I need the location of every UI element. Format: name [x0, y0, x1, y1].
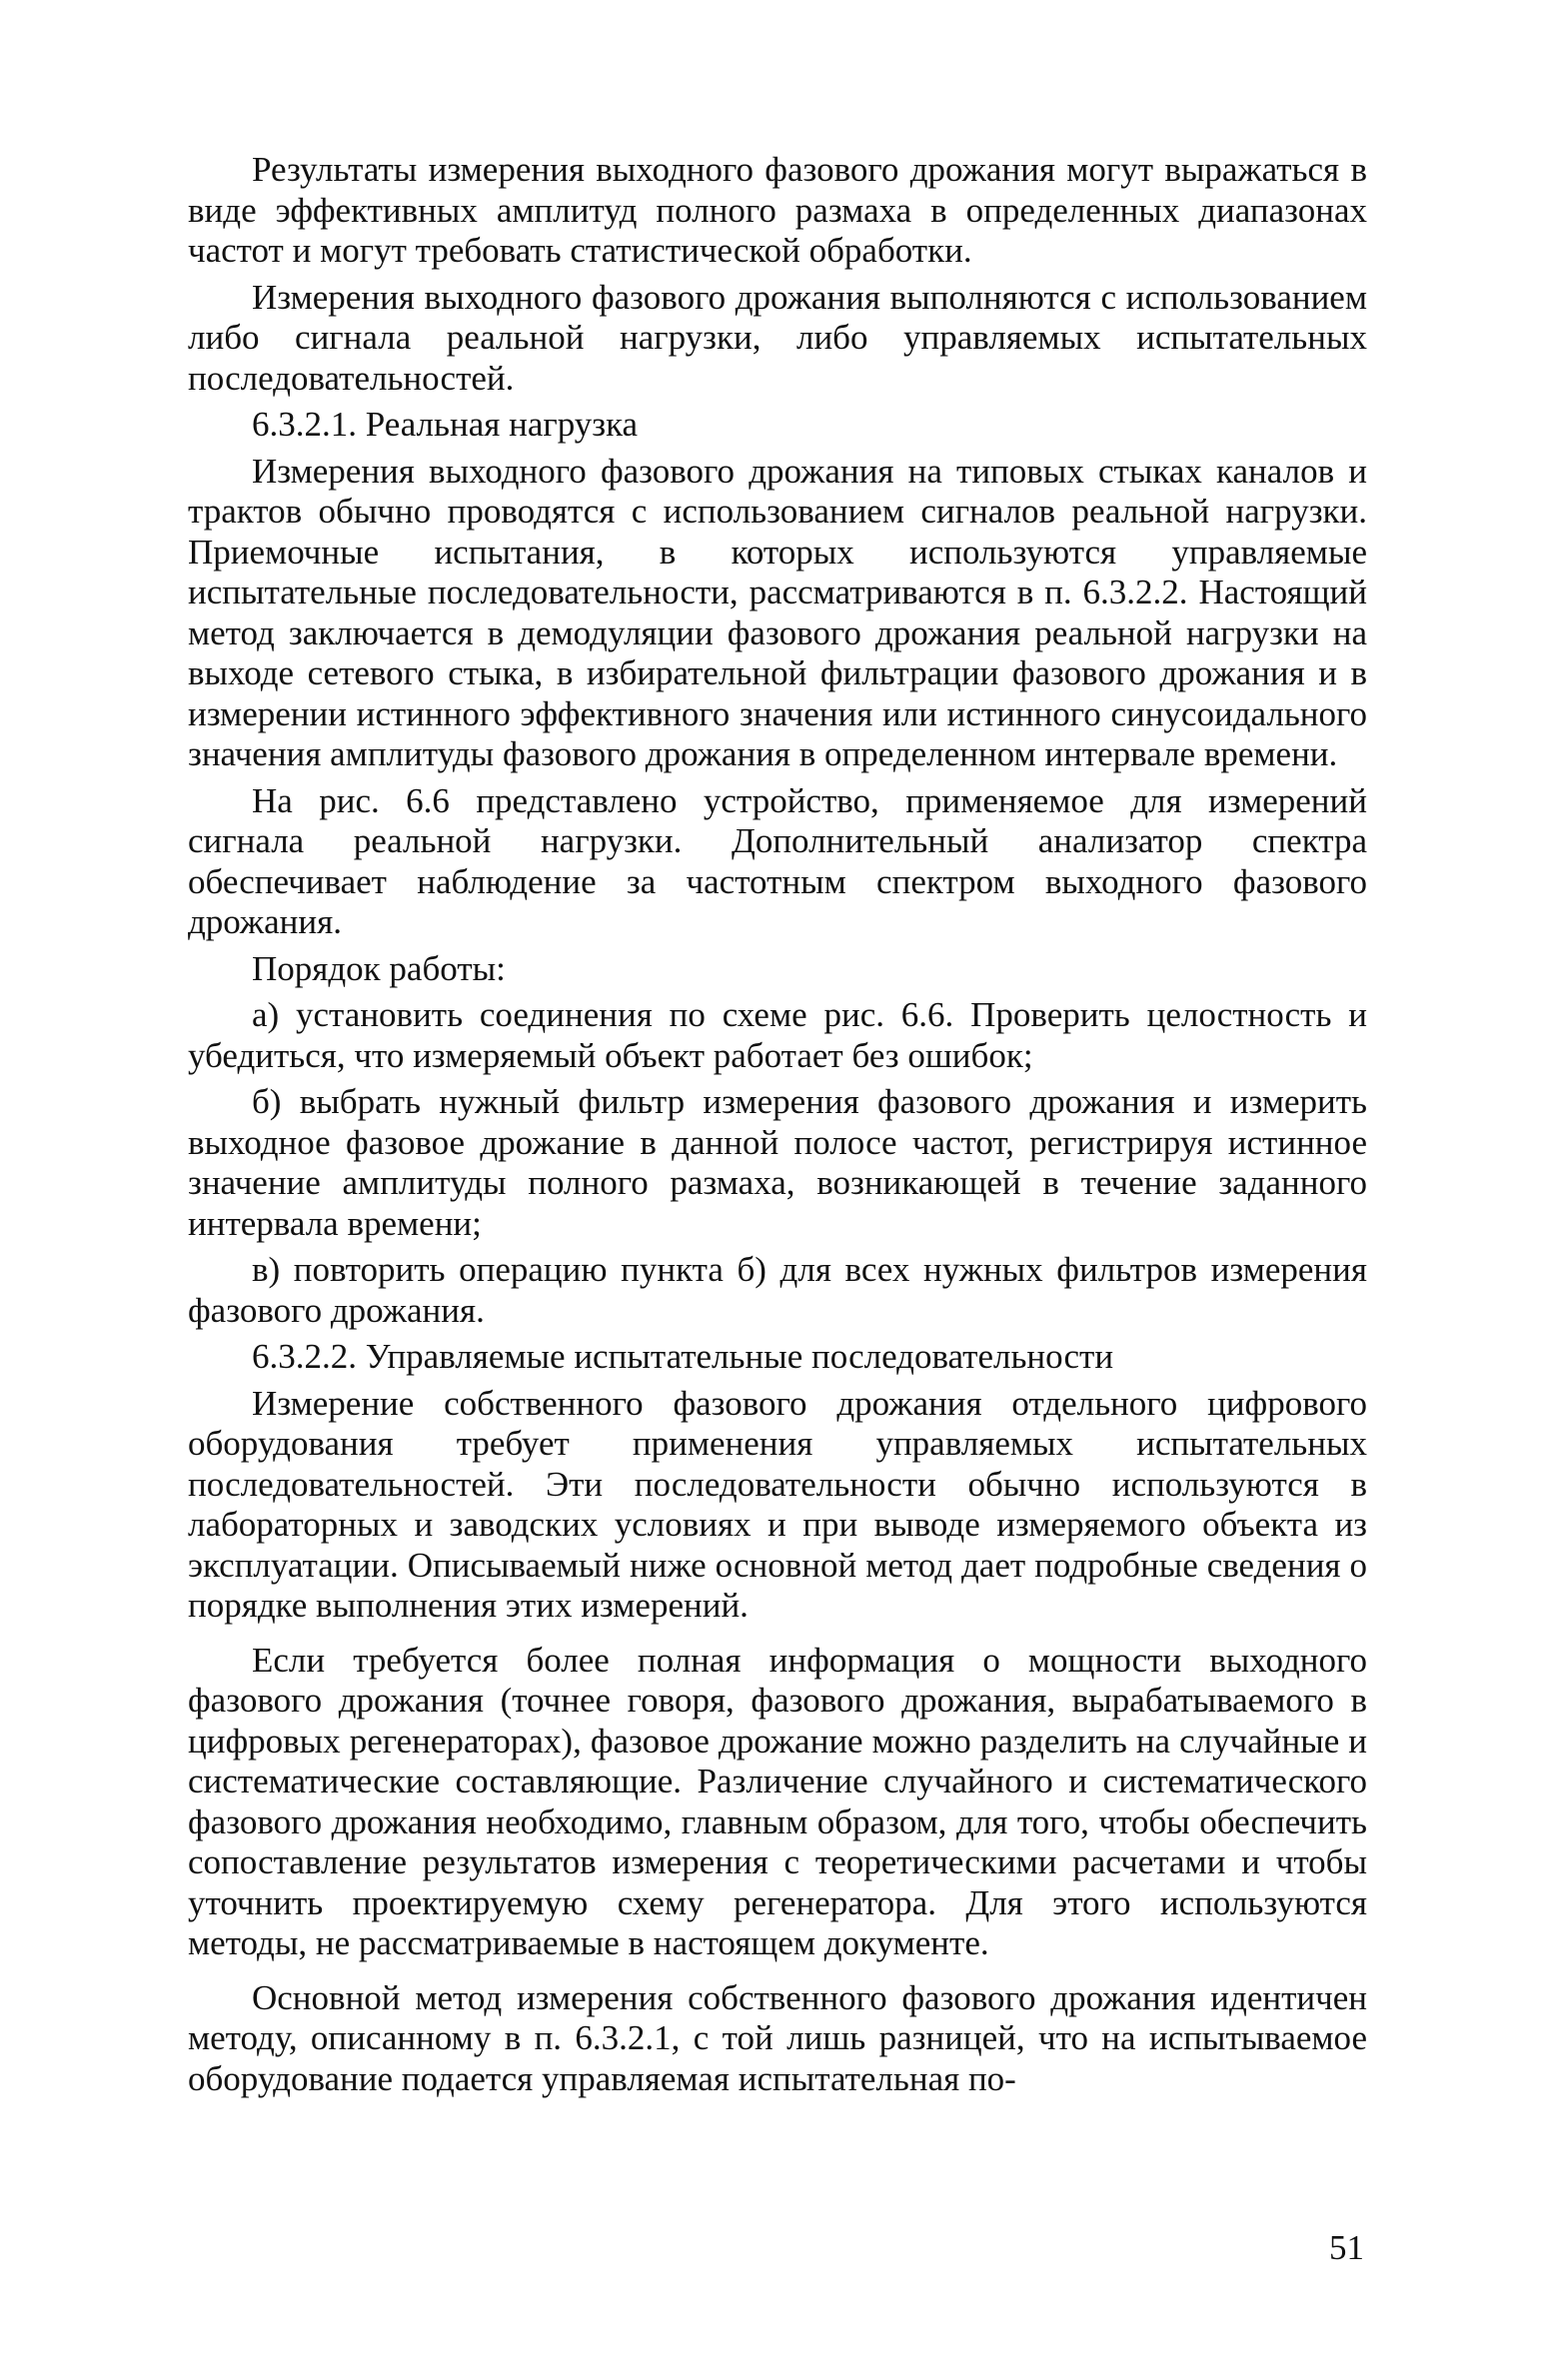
page-number: 51: [1329, 2228, 1364, 2267]
section-heading-6-3-2-1: 6.3.2.1. Реальная нагрузка: [252, 405, 639, 444]
procedure-step-a: а) установить соединения по схеме рис. 6.6. Проверить целостность и убедиться, что измеряемый объект работает без ошибок;: [188, 995, 1367, 1075]
paragraph-random-systematic: Если требуется более полная информация о мощности выходного фазового дрожания (точнее говоря, фазового дрожания, вырабатываемого в цифровых регенераторах), фазовое дрожание можно разделить на случайные и систематические составляющие. Различение случайного и систематического фазового дрожания необходимо, главным образом, для того, чтобы обеспечить сопоставление результатов измерения с теоретическими расчетами и чтобы уточнить проектируемую схему регенератора. Для этого используются методы, не рассматриваемые в настоящем документе.: [188, 1640, 1367, 1962]
paragraph-test-sequences: Измерение собственного фазового дрожания отдельного цифрового оборудования требует применения управляемых испытательных последовательностей. Эти последовательности обычно используются в лабораторных и заводских условиях и при выводе измеряемого объекта из эксплуатации. Описываемый ниже основной метод дает подробные сведения о порядке выполнения этих измерений.: [188, 1383, 1367, 1625]
paragraph-figure-6-6: На рис. 6.6 представлено устройство, применяемое для измерений сигнала реальной нагрузки. Дополнительный анализатор спектра обеспечивает наблюдение за частотным спектром выходного фазового дрожания.: [188, 780, 1367, 941]
paragraph-measurements: Измерения выходного фазового дрожания выполняются с использованием либо сигнала реальной нагрузки, либо управляемых испытательных последовательностей.: [188, 277, 1367, 398]
paragraph-basic-method: Основной метод измерения собственного фазового дрожания идентичен методу, описанному в п. 6.3.2.1, с той лишь разницей, что на испытываемое оборудование подается управляемая испытательная по-: [188, 1977, 1367, 2098]
procedure-title: Порядок работы:: [252, 948, 506, 988]
paragraph-results: Результаты измерения выходного фазового дрожания могут выражаться в виде эффективных амплитуд полного размаха в определенных диапазонах частот и могут требовать статистической обработки.: [188, 150, 1367, 270]
procedure-step-c: в) повторить операцию пункта б) для всех нужных фильтров измерения фазового дрожания.: [188, 1250, 1367, 1330]
page-body: [188, 150, 1367, 2105]
procedure-step-b: б) выбрать нужный фильтр измерения фазового дрожания и измерить выходное фазовое дрожание в данной полосе частот, регистрируя истинное значение амплитуды полного размаха, возникающей в течение заданного интервала времени;: [188, 1082, 1367, 1243]
paragraph-real-load: Измерения выходного фазового дрожания на типовых стыках каналов и трактов обычно проводятся с использованием сигналов реальной нагрузки. Приемочные испытания, в которых используются управляемые испытательные последовательности, рассматриваются в п. 6.3.2.2. Настоящий метод заключается в демодуляции фазового дрожания реальной нагрузки на выходе сетевого стыка, в избирательной фильтрации фазового дрожания и в измерении истинного эффективного значения или истинного синусоидального значения амплитуды фазового дрожания в определенном интервале времени.: [188, 451, 1367, 773]
section-heading-6-3-2-2: 6.3.2.2. Управляемые испытательные последовательности: [252, 1337, 1114, 1376]
